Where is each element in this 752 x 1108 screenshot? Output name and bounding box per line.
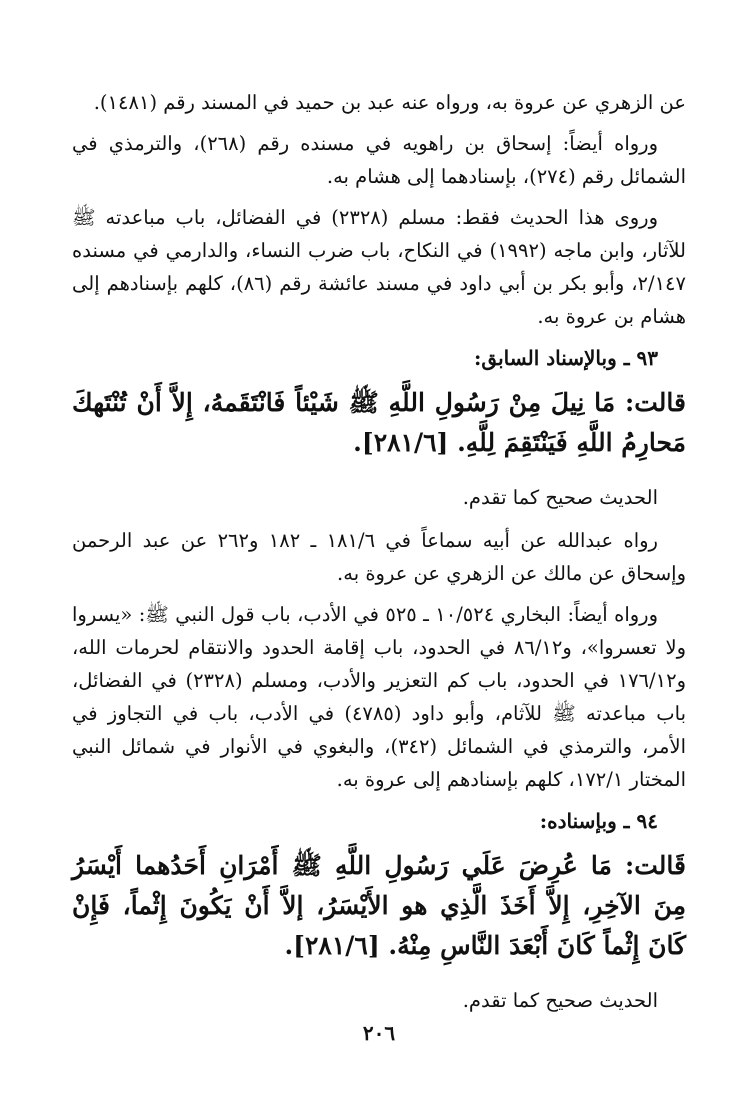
hadith-93-heading: ٩٣ ـ وبالإسناد السابق: xyxy=(474,346,658,370)
paragraph-5: ورواه أيضاً: البخاري ١٠/٥٢٤ ـ ٥٢٥ في الأدب، باب قول النبي ﷺ: «يسروا ولا تعسروا»، و٨٦/١٢ في الحدود، باب إقامة الحدود والانتقام لحرمات الله، و١٧٦/١٢ في الحدود، باب كم التعزير والأدب، ومسلم (٢٣٢٨) في الفضائل، باب مباعدته ﷺ للآثام، وأبو داود (٤٧٨٥) في الأدب، باب في التجاوز في الأمر، والترمذي في الشمائل (٣٤٢)، والبغوي في الأنوار في شمائل النبي المختار ١٧٢/١، كلهم بإسنادهم إلى عروة به. xyxy=(72,603,686,791)
hadith-94-heading: ٩٤ ـ وبإسناده: xyxy=(539,809,658,833)
page-body xyxy=(72,86,686,1066)
hadith-94-text: قَالت: مَا عُرِضَ عَلَي رَسُولِ اللَّهِ ﷺ أَمْرَانِ أَحَدُهما أَيْسَرُ مِنَ الآخِرِ، إِلاَّ أَخَذَ الَّذِي هو الأَيْسَرُ، إلاَّ أَنْ يَكُونَ إِثْماً، فَإِنْ كَانَ إِثْماً كَانَ أَبْعَدَ النَّاسِ مِنْهُ. [٢٨١/٦]. xyxy=(72,851,686,960)
paragraph-2: ورواه أيضاً: إسحاق بن راهويه في مسنده رقم (٢٦٨)، والترمذي في الشمائل رقم (٢٧٤)، بإسنادهما إلى هشام به. xyxy=(72,132,686,188)
page-number: ٢٠٦ xyxy=(362,1021,396,1045)
hadith-93-text: قالت: مَا نِيلَ مِنْ رَسُولِ اللَّهِ ﷺ شَيْئاً فَانْتَقَمهُ، إِلاَّ أَنْ تُنْتَهكَ مَحارِمُ اللَّهِ فَيَنْتَقِمَ لِلَّهِ. [٢٨١/٦]. xyxy=(72,388,686,457)
paragraph-4: رواه عبدالله عن أبيه سماعاً في ١٨١/٦ ـ ١٨٢ و٢٦٢ عن عبد الرحمن وإسحاق عن مالك عن الزهري عن عروة به. xyxy=(72,529,686,585)
hadith-93-grade: الحديث صحيح كما تقدم. xyxy=(462,486,658,509)
hadith-94-grade: الحديث صحيح كما تقدم. xyxy=(462,989,658,1012)
paragraph-3: وروى هذا الحديث فقط: مسلم (٢٣٢٨) في الفضائل، باب مباعدته ﷺ للآثار، وابن ماجه (١٩٩٢) في النكاح، باب ضرب النساء، والدارمي في مسنده ٢/١٤٧، وأبو بكر بن أبي داود في مسند عائشة رقم (٨٦)، كلهم بإسنادهم إلى هشام بن عروة به. xyxy=(72,206,686,328)
paragraph-1: عن الزهري عن عروة به، ورواه عنه عبد بن حميد في المسند رقم (١٤٨١). xyxy=(93,91,686,114)
